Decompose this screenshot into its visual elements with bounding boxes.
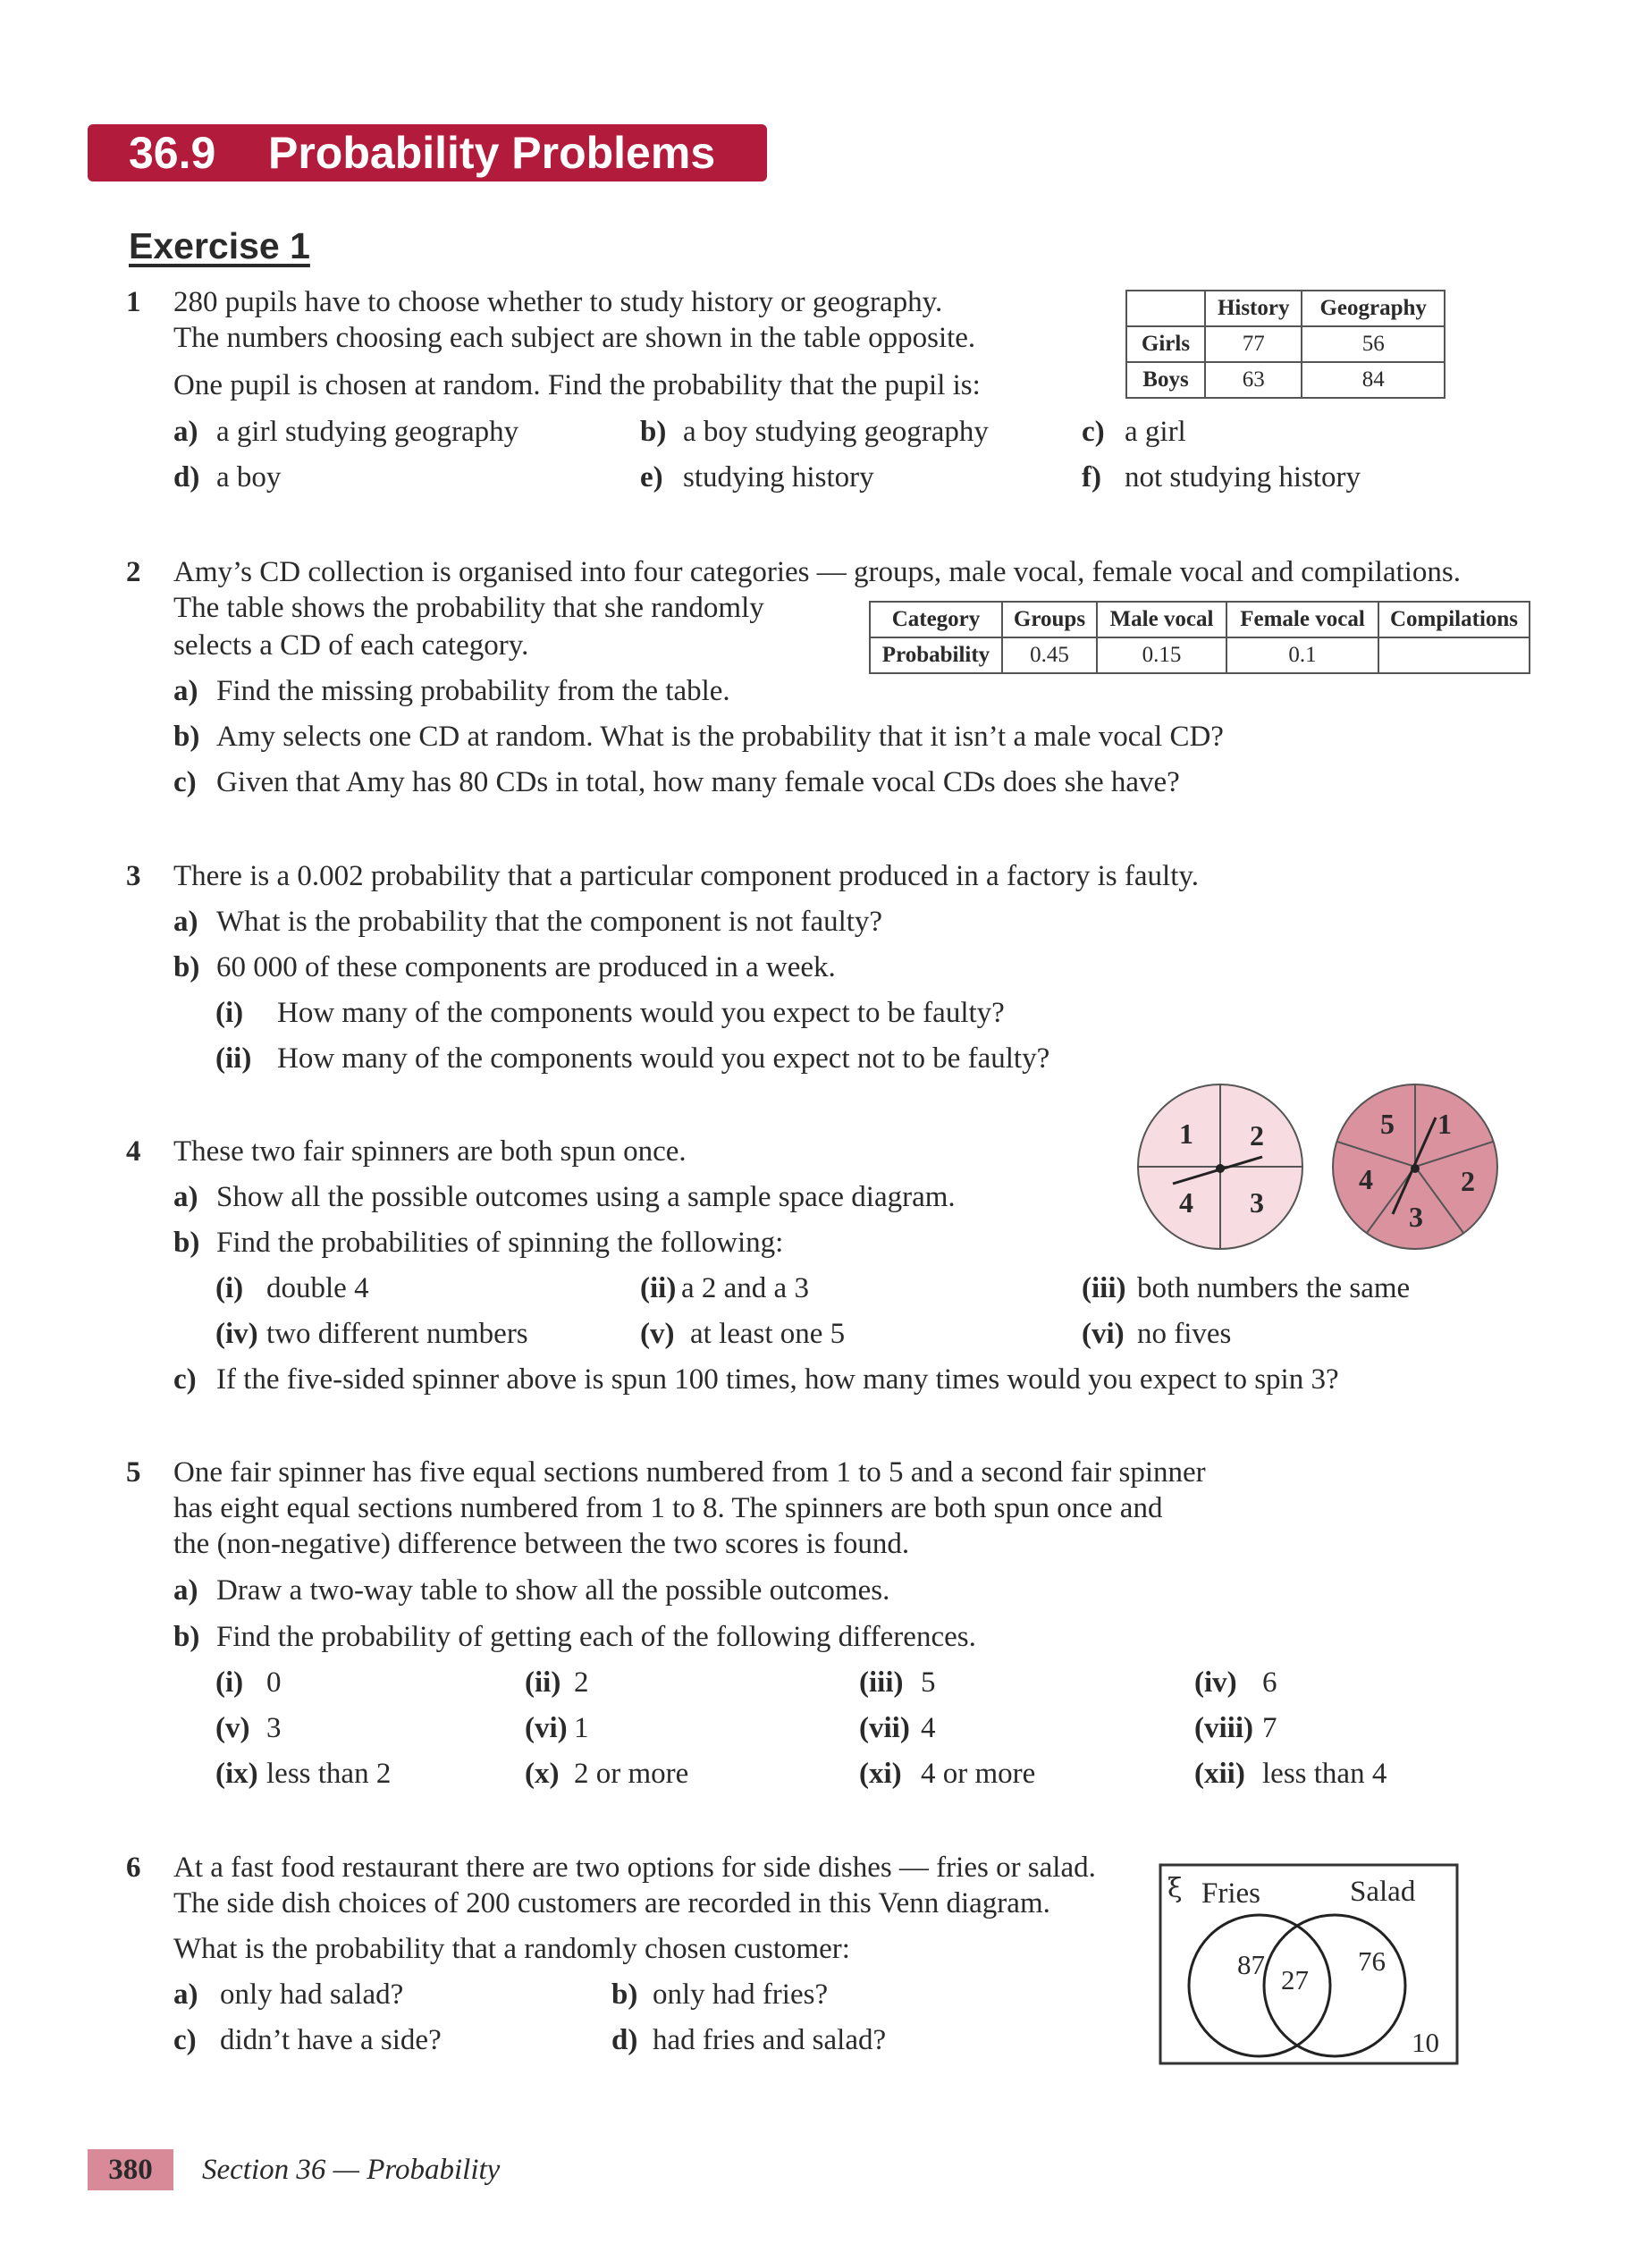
exercise-title: Exercise 1 bbox=[129, 225, 310, 266]
question-text: What is the probability that a randomly chosen customer: bbox=[173, 1933, 850, 1965]
table-cell: 56 bbox=[1302, 326, 1445, 362]
question-text: There is a 0.002 probability that a particular component produced in a factory is faulty. bbox=[173, 860, 1199, 892]
subpart-label: (vi) bbox=[525, 1712, 568, 1744]
venn-value: 87 bbox=[1237, 1949, 1265, 1980]
part-text: a girl bbox=[1125, 416, 1186, 448]
part-text: a girl studying geography bbox=[216, 416, 519, 448]
subpart-text: 0 bbox=[266, 1666, 282, 1699]
subpart-text: 2 or more bbox=[574, 1758, 689, 1790]
spinner-number: 5 bbox=[1380, 1108, 1395, 1140]
subject-table bbox=[1125, 290, 1446, 399]
spinner-pivot bbox=[1411, 1164, 1420, 1173]
subpart-text: 5 bbox=[921, 1666, 936, 1699]
spinner-number: 2 bbox=[1461, 1165, 1475, 1197]
part-label: c) bbox=[173, 1363, 197, 1396]
subpart-text: 6 bbox=[1262, 1666, 1277, 1699]
subpart-label: (v) bbox=[215, 1712, 250, 1744]
part-text: Given that Amy has 80 CDs in total, how many female vocal CDs does she have? bbox=[216, 766, 1180, 798]
page-number: 380 bbox=[88, 2149, 173, 2190]
subpart-text: 3 bbox=[266, 1712, 282, 1744]
subpart-label: (vii) bbox=[859, 1712, 910, 1744]
question-number: 4 bbox=[126, 1135, 141, 1168]
question-number: 3 bbox=[126, 860, 141, 892]
spinner-number: 4 bbox=[1359, 1163, 1373, 1195]
subpart-label: (ix) bbox=[215, 1758, 258, 1790]
part-text: Amy selects one CD at random. What is the probability that it isn’t a male vocal CD? bbox=[216, 721, 1224, 753]
spinner-number: 3 bbox=[1409, 1201, 1423, 1233]
part-label: a) bbox=[173, 906, 198, 938]
venn-value: 76 bbox=[1358, 1945, 1386, 1977]
part-label: b) bbox=[173, 721, 200, 753]
subpart-text: double 4 bbox=[266, 1272, 369, 1304]
venn-value: 10 bbox=[1412, 2027, 1439, 2058]
question-text: One pupil is chosen at random. Find the probability that the pupil is: bbox=[173, 369, 981, 401]
part-text: only had salad? bbox=[220, 1978, 404, 2011]
subpart-label: (i) bbox=[215, 997, 244, 1029]
part-text: Find the missing probability from the table. bbox=[216, 675, 730, 707]
part-text: Find the probability of getting each of the following differences. bbox=[216, 1621, 976, 1653]
subpart-label: (xi) bbox=[859, 1758, 902, 1790]
part-label: a) bbox=[173, 1574, 198, 1607]
part-text: didn’t have a side? bbox=[220, 2024, 442, 2056]
section-banner bbox=[88, 124, 767, 181]
subpart-label: (ii) bbox=[215, 1042, 252, 1075]
question-text: The side dish choices of 200 customers are recorded in this Venn diagram. bbox=[173, 1887, 1050, 1919]
subpart-label: (vi) bbox=[1082, 1318, 1125, 1350]
part-label: c) bbox=[173, 2024, 197, 2056]
table-header: History bbox=[1205, 291, 1302, 326]
part-label: e) bbox=[640, 461, 663, 494]
spinner-number: 1 bbox=[1437, 1108, 1452, 1140]
part-label: a) bbox=[173, 1181, 198, 1213]
venn-set-label: Salad bbox=[1350, 1876, 1416, 1908]
table-header: Female vocal bbox=[1226, 602, 1378, 637]
spinner-pivot bbox=[1216, 1164, 1225, 1173]
spinner-number: 1 bbox=[1179, 1118, 1193, 1150]
row-label: Boys bbox=[1126, 362, 1205, 398]
table-header: Geography bbox=[1302, 291, 1445, 326]
subpart-text: less than 2 bbox=[266, 1758, 392, 1790]
subpart-label: (ii) bbox=[640, 1272, 677, 1304]
spinner-number: 4 bbox=[1179, 1186, 1193, 1219]
part-text: Draw a two-way table to show all the possible outcomes. bbox=[216, 1574, 890, 1607]
question-text: 280 pupils have to choose whether to study history or geography. bbox=[173, 286, 943, 318]
part-label: b) bbox=[640, 416, 667, 448]
part-text: only had fries? bbox=[653, 1978, 829, 2011]
part-label: c) bbox=[1082, 416, 1105, 448]
section-title: Probability Problems bbox=[268, 128, 716, 178]
part-text: not studying history bbox=[1125, 461, 1361, 494]
subpart-label: (i) bbox=[215, 1666, 244, 1699]
table-cell: 0.45 bbox=[1002, 637, 1097, 673]
subpart-text: 1 bbox=[574, 1712, 589, 1744]
table-cell-missing bbox=[1378, 637, 1530, 673]
subpart-label: (viii) bbox=[1194, 1712, 1253, 1744]
part-text: If the five-sided spinner above is spun 100 times, how many times would you expect to spin 3? bbox=[216, 1363, 1339, 1396]
part-text: Find the probabilities of spinning the following: bbox=[216, 1227, 784, 1259]
table-cell: 0.15 bbox=[1097, 637, 1226, 673]
part-text: 60 000 of these components are produced in a week. bbox=[216, 951, 836, 983]
part-label: a) bbox=[173, 1978, 198, 2011]
part-text: What is the probability that the component is not faulty? bbox=[216, 906, 883, 938]
part-label: f) bbox=[1082, 461, 1101, 494]
part-label: b) bbox=[173, 1227, 200, 1259]
subpart-text: at least one 5 bbox=[690, 1318, 846, 1350]
question-number: 6 bbox=[126, 1852, 141, 1884]
part-text: had fries and salad? bbox=[653, 2024, 887, 2056]
category-table bbox=[869, 601, 1530, 674]
subpart-text: How many of the components would you expect not to be faulty? bbox=[277, 1042, 1050, 1075]
subpart-text: less than 4 bbox=[1262, 1758, 1387, 1790]
table-header: Groups bbox=[1002, 602, 1097, 637]
part-label: a) bbox=[173, 675, 198, 707]
part-label: c) bbox=[173, 766, 197, 798]
part-label: b) bbox=[611, 1978, 638, 2011]
subpart-text: two different numbers bbox=[266, 1318, 528, 1350]
subpart-text: both numbers the same bbox=[1137, 1272, 1411, 1304]
question-text: At a fast food restaurant there are two options for side dishes — fries or salad. bbox=[173, 1852, 1096, 1884]
part-text: a boy studying geography bbox=[683, 416, 989, 448]
part-label: d) bbox=[611, 2024, 638, 2056]
subpart-text: 4 or more bbox=[921, 1758, 1036, 1790]
venn-value: 27 bbox=[1281, 1964, 1309, 1995]
question-text: One fair spinner has five equal sections numbered from 1 to 5 and a second fair spinner bbox=[173, 1456, 1206, 1489]
subpart-label: (x) bbox=[525, 1758, 560, 1790]
part-label: b) bbox=[173, 951, 200, 983]
question-text: the (non-negative) difference between the two scores is found. bbox=[173, 1528, 910, 1560]
subpart-label: (iii) bbox=[859, 1666, 904, 1699]
subpart-text: a 2 and a 3 bbox=[681, 1272, 809, 1304]
subpart-label: (iii) bbox=[1082, 1272, 1126, 1304]
subpart-text: no fives bbox=[1137, 1318, 1232, 1350]
subpart-text: How many of the components would you expect to be faulty? bbox=[277, 997, 1005, 1029]
four-sided-spinner bbox=[1135, 1082, 1305, 1252]
part-label: a) bbox=[173, 416, 198, 448]
part-text: Show all the possible outcomes using a sample space diagram. bbox=[216, 1181, 956, 1213]
section-number: 36.9 bbox=[129, 128, 216, 178]
question-number: 1 bbox=[126, 286, 141, 318]
question-text: The table shows the probability that she randomly bbox=[173, 592, 764, 624]
row-label: Probability bbox=[870, 637, 1002, 673]
spinner-number: 3 bbox=[1250, 1186, 1264, 1219]
table-header: Male vocal bbox=[1097, 602, 1226, 637]
question-number: 5 bbox=[126, 1456, 141, 1489]
row-label: Category bbox=[870, 602, 1002, 637]
question-number: 2 bbox=[126, 556, 141, 588]
question-text: The numbers choosing each subject are shown in the table opposite. bbox=[173, 322, 976, 354]
five-sided-spinner bbox=[1330, 1082, 1500, 1252]
part-label: b) bbox=[173, 1621, 200, 1653]
venn-set-label: Fries bbox=[1201, 1877, 1260, 1910]
subpart-label: (v) bbox=[640, 1318, 675, 1350]
subpart-label: (iv) bbox=[1194, 1666, 1237, 1699]
subpart-text: 7 bbox=[1262, 1712, 1277, 1744]
table-cell: 0.1 bbox=[1226, 637, 1378, 673]
subpart-text: 4 bbox=[921, 1712, 936, 1744]
part-label: d) bbox=[173, 461, 200, 494]
subpart-label: (iv) bbox=[215, 1318, 258, 1350]
spinner-number: 2 bbox=[1250, 1119, 1264, 1152]
venn-diagram bbox=[1159, 1863, 1459, 2065]
table-cell: 84 bbox=[1302, 362, 1445, 398]
question-text: selects a CD of each category. bbox=[173, 629, 529, 662]
subpart-label: (xii) bbox=[1194, 1758, 1245, 1790]
question-text: Amy’s CD collection is organised into four categories — groups, male vocal, female vocal and compilations. bbox=[173, 556, 1462, 588]
row-label: Girls bbox=[1126, 326, 1205, 362]
footer-section-text: Section 36 — Probability bbox=[202, 2154, 501, 2186]
venn-universal-symbol: ξ bbox=[1167, 1873, 1183, 1904]
subpart-label: (i) bbox=[215, 1272, 244, 1304]
table-header: Compilations bbox=[1378, 602, 1530, 637]
question-text: has eight equal sections numbered from 1 to 8. The spinners are both spun once and bbox=[173, 1492, 1163, 1524]
part-text: studying history bbox=[683, 461, 874, 494]
subpart-label: (ii) bbox=[525, 1666, 561, 1699]
table-cell: 63 bbox=[1205, 362, 1302, 398]
table-cell: 77 bbox=[1205, 326, 1302, 362]
question-text: These two fair spinners are both spun once. bbox=[173, 1135, 687, 1168]
subpart-text: 2 bbox=[574, 1666, 589, 1699]
part-text: a boy bbox=[216, 461, 282, 494]
